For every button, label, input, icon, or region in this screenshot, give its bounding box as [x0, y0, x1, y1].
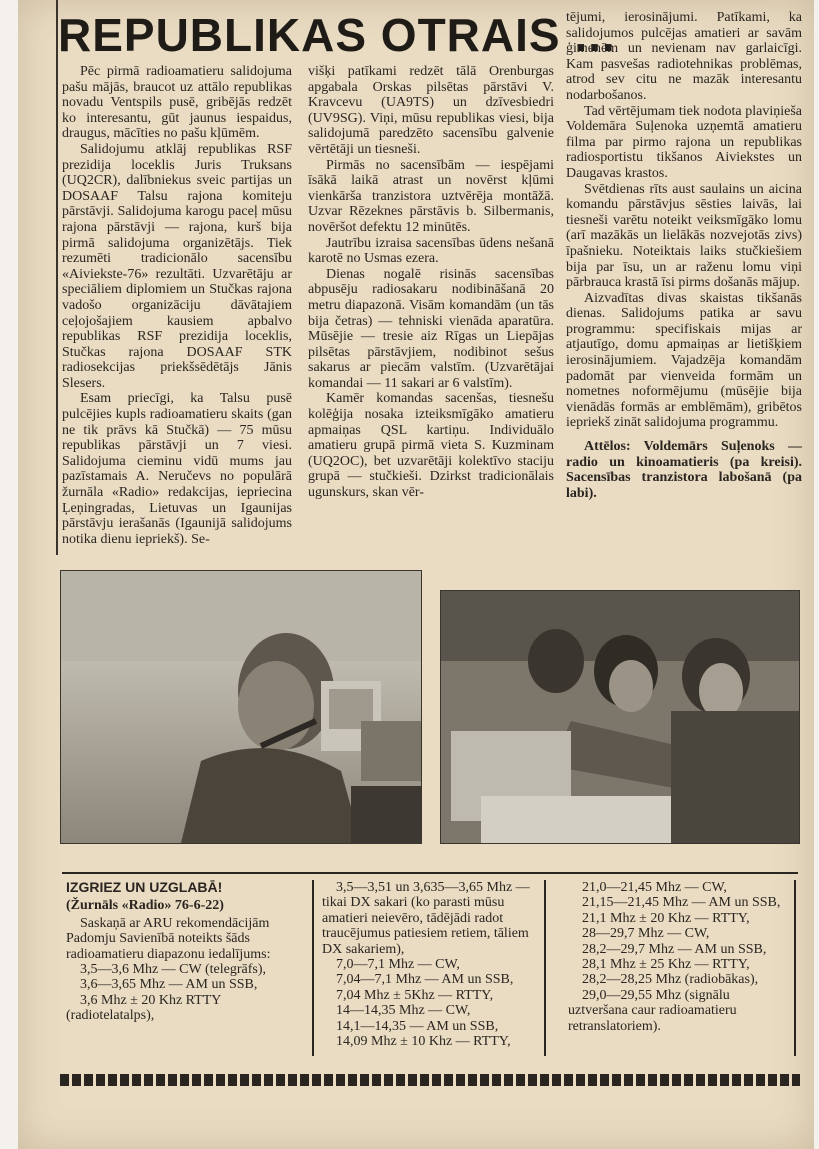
- frequency-line: 21,1 Mhz ± 20 Khz — RTTY,: [582, 910, 750, 926]
- paragraph: višķi patīkami redzēt tālā Orenburgas apgabala Orskas pilsētas pārstāvi V. Kravcevu (UA9TS) un dzīvesbiedri (UV9SG). Viņi, mūsu republikas viesi, bija salidojumā paredzēto sacensību galvenie vērtētāji un tiesneši.: [308, 64, 554, 157]
- paragraph: Dienas nogalē risinās sacensības abpusēju radiosakaru nodibināšanā 20 metru diapazonā. Visām komandām (un tās bija četras) — tehniski vienāda aparatūra. Mūsējie — tresie aiz Rīgas un Liepājas pilsētas pārstāvjiem, nodibinot sešus sakarus ar piecām valstīm. (Uzvarētājai komandai — 11 sakari ar 6 valstīm).: [308, 266, 554, 391]
- article-column-2: [308, 64, 554, 556]
- frequency-line: 28,2—29,7 Mhz — AM un SSB,: [582, 941, 767, 957]
- frequency-line: 7,04—7,1 Mhz — AM un SSB,: [336, 972, 514, 988]
- paragraph: Kamēr komandas sacenšas, tiesnešu kolēģija nosaka izteiksmīgāko amatieru apmaiņas QSL kartiņu. Individuālo amatieru grupā pirmā vieta S. Kuzminam (UQ2OC), bet uzvarētāji kolektīvo staciju grupā — stučkieši. Dzirkst tradicionālais ugunskurs, skan vēr-: [308, 391, 554, 501]
- frequency-line: 3,5—3,51 un 3,635—3,65 Mhz — tikai DX sakari (ko parasti mūsu amatieri neievēro, tādējādi radot traucējumus patiesiem retiem, tāliem DX sakariem),: [322, 880, 530, 957]
- frequency-line: 28,2—28,25 Mhz (radiobākas),: [582, 972, 759, 988]
- frequency-line: 29,0—29,55 Mhz (signālu uztveršana caur radioamatieru retranslatoriem).: [568, 987, 737, 1034]
- paragraph: Svētdienas rīts aust saulains un aicina komandu pārstāvjus sēsties laivās, lai tiesneši varētu noteikt veiksmīgāko lomu (arī mazākās un lielākās nozvejotās zivs) īpašnieku. Noteiktais laiks stučkiešiem bija par īsu, un ar raženu lomu viņi pārbrauca krastā īsi pirms došanās mājup.: [566, 181, 802, 291]
- frequency-line: 21,0—21,45 Mhz — CW,: [582, 880, 727, 895]
- paragraph: Tad vērtējumam tiek nodota plaviņieša Voldemāra Suļenoka uzņemtā amatieru filma par pirmo rajona un republikas radiosportistu tikšanos Aiviekstes un Daugavas krastos.: [566, 103, 802, 181]
- box-title: IZGRIEZ UN UZGLABĀ!: [66, 880, 223, 895]
- box-column-2: [312, 880, 546, 1056]
- article-column-1: [62, 64, 292, 556]
- frequency-line: 14—14,35 Mhz — CW,: [336, 1003, 471, 1019]
- photo-radio-amateur: [60, 570, 422, 844]
- photo-transistor-repair-contest: [440, 590, 800, 844]
- box-column-1: [66, 880, 298, 1056]
- frequency-line: 14,09 Mhz ± 10 Khz — RTTY,: [336, 1034, 511, 1050]
- dashed-border: [60, 1074, 800, 1086]
- box-column-3: [560, 880, 796, 1056]
- box-intro: Saskaņā ar ARU rekomendācijām Padomju Savienībā noteikts šāds radioamatieru diapazonu iedalījums:: [66, 915, 271, 962]
- frequency-line: 3,6 Mhz ± 20 Khz RTTY (radiotelatalps),: [66, 992, 221, 1024]
- paragraph: Pēc pirmā radioamatieru salidojuma pašu mājās, braucot uz attālo republikas novadu Ventspils pusē, gribējās redzēt ko interesantu, gūt jaunus iespaidus, draugus, mācīties no pašu kļūmēm.: [62, 64, 292, 142]
- frequency-line: 21,15—21,45 Mhz — AM un SSB,: [582, 895, 781, 911]
- article-column-3: [566, 10, 802, 550]
- frequency-line: 28,1 Mhz ± 25 Khz — RTTY,: [582, 957, 750, 973]
- headline: REPUBLIKAS OTRAIS ...: [58, 9, 616, 61]
- box-source: (Žurnāls «Radio» 76-6-22): [66, 898, 224, 914]
- paragraph: Aizvadītas divas skaistas tikšanās dienas. Salidojums patika ar savu programmu: specifiskais mijas ar atjautīgo, domu apmaiņas ar lietišķiem ierosinājumiem. Vajadzēja komandām padomāt par vienveida formām un nometnes noformējumu (mūsējie bija vienādās formās ar emblēmām), gribētos iepriekš zināt salidojuma programmu.: [566, 290, 802, 431]
- frequency-line: 14,1—14,35 — AM un SSB,: [336, 1018, 499, 1034]
- paragraph: Jautrību izraisa sacensības ūdens nešanā karotē no Usmas ezera.: [308, 235, 554, 267]
- frequency-line: 7,0—7,1 Mhz — CW,: [336, 957, 460, 973]
- frequency-line: 7,04 Mhz ± 5Khz — RTTY,: [336, 987, 494, 1003]
- frequency-line: 3,6—3,65 Mhz — AM un SSB,: [80, 977, 258, 993]
- paragraph: Esam priecīgi, ka Talsu pusē pulcējies kupls radioamatieru skaits (gan ne tik prāvs kā Stučkā) — 75 mūsu republikas pārstāvji un 7 viesi. Salidojuma cieminu vidū mums jau pazīstamais A. Neručevs no populārā žurnāla «Radio» redakcijas, iepriecina Ļeņingradas, Lietuvas un Igaunijas pārstāvju ierašanās (Igaunijā salidojums notika dienu iepriekš). Se-: [62, 391, 292, 547]
- paragraph: Salidojumu atklāj republikas RSF prezidija loceklis Juris Truksans (UQ2CR), dalībniekus sveic partijas un DOSAAF Talsu rajona komiteju pārstāvji. Salidojuma karogu paceļ mūsu rajona pārstāvji — rajona, kurš bija pirmā salidojuma organizētājs. Tiek rezumēti tradicionālo sacensību «Aiviekste-76» rezultāti. Uzvarētāju ar speciāliem diplomiem un Stučkas rajona vadošo organizāciju dāvātajiem ceļojošajiem kausiem apbalvo republikas RSF prezidija loceklis, Stučkas rajona DOSAAF STK radiosekcijas priekšsēdētājs Jānis Slesers.: [62, 141, 292, 391]
- paragraph: Pirmās no sacensībām — iespējami īsākā laikā atrast un novērst kļūmi vienkārša tranzistora uztvērēja montāžā. Uzvar Rēzeknes pārstāvis b. Silbermanis, novēršot defektu 12 minūtēs.: [308, 157, 554, 235]
- column-rule: [56, 0, 58, 555]
- photo-caption: Attēlos: Voldemārs Suļenoks — radio un kinoamatieris (pa kreisi). Sacensības tranzistora labošanā (pa labi).: [566, 439, 802, 501]
- frequency-line: 28—29,7 Mhz — CW,: [582, 926, 710, 942]
- frequency-line: 3,5—3,6 Mhz — CW (telegrāfs),: [80, 962, 266, 978]
- frequency-allocation-box: [62, 872, 798, 1058]
- paragraph: tējumi, ierosinājumi. Patīkami, ka salidojumos pulcējas amatieri ar savām ģimenēm un nevienam nav garlaicīgi. Kam pasvešas radiotehnikas problēmas, atrod sev citu ne mazāk interesantu nodarbošanos.: [566, 10, 802, 103]
